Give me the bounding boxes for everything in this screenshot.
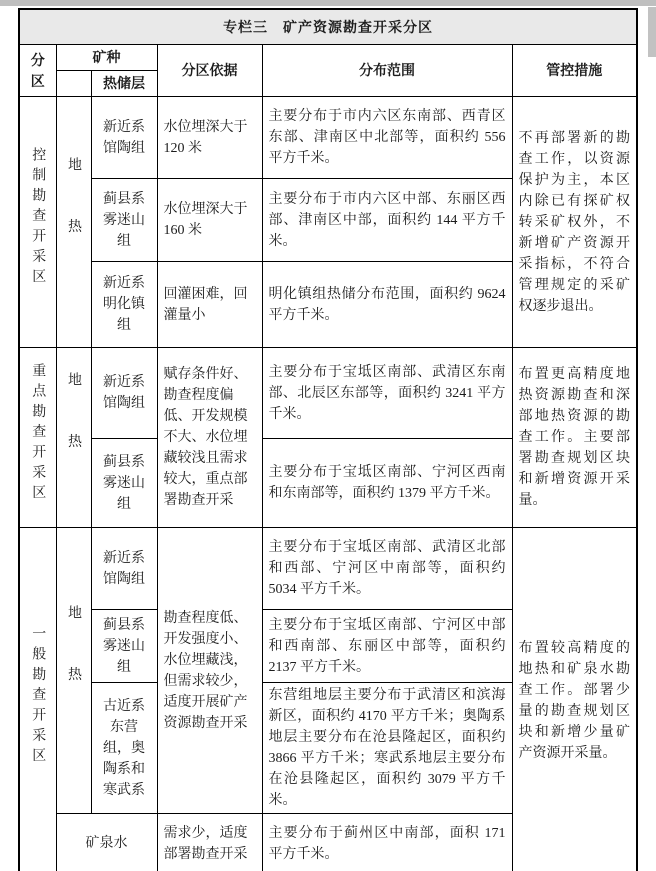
zone-cell-key (19, 348, 56, 528)
header-mineral: 矿种 (56, 45, 157, 71)
range-cell: 主要分布于宝坻区南部、武清区东南部、北辰区东部等，面积约 3241 平方千米。 (262, 348, 512, 439)
reservoir-cell: 新近系馆陶组 (91, 528, 157, 610)
range-cell: 主要分布于市内六区东南部、西青区东部、津南区中北部等，面积约 556 平方千米。 (262, 97, 512, 179)
measures-cell-general: 布置较高精度的地热和矿泉水勘查工作。部署少量的勘查规划区块和新增少量矿产资源开采量。 (512, 528, 637, 871)
range-cell: 主要分布于宝坻区南部、武清区北部和西部、宁河区中南部等，面积约 5034 平方千米。 (262, 528, 512, 610)
zone-label: 控制勘查开采区 (30, 147, 46, 290)
header-reservoir: 热储层 (91, 71, 157, 97)
range-cell: 主要分布于宝坻区南部、宁河区中部和西南部、东丽区中部等，面积约 2137 平方千米。 (262, 610, 512, 683)
mineral-water-cell: 矿泉水 (56, 814, 157, 871)
range-cell: 东营组地层主要分布于武清区和滨海新区，面积约 4170 平方千米；奥陶系地层主要分布在沧县隆起区，面积约 3866 平方千米；寒武系地层主要分布在沧县隆起区，面积约 3079 平方千米。 (262, 683, 512, 814)
zone-label: 重点勘查开采区 (30, 362, 46, 506)
mineral-label: 地热 (66, 372, 81, 496)
header-zone: 分区 (19, 45, 56, 97)
range-cell: 主要分布于宝坻区南部、宁河区西南和东南部等，面积约 1379 平方千米。 (262, 439, 512, 528)
basis-cell-mineral-water: 需求少，适度部署勘查开采 (157, 814, 262, 871)
basis-cell-general: 勘查程度低、开发强度小、水位埋藏浅，但需求较少，适度开展矿产资源勘查开采 (157, 528, 262, 814)
header-measures: 管控措施 (512, 45, 637, 97)
zone-cell-control (19, 97, 56, 348)
table-title: 专栏三 矿产资源勘查开采分区 (19, 9, 637, 45)
reservoir-cell: 蓟县系雾迷山组 (91, 439, 157, 528)
mineral-label: 地热 (66, 605, 81, 729)
viewer-top-edge (0, 0, 656, 6)
mineral-cell-geothermal-3 (56, 528, 91, 814)
scrollbar-thumb[interactable] (648, 7, 656, 57)
header-range: 分布范围 (262, 45, 512, 97)
range-cell: 明化镇组热储分布范围，面积约 9624 平方千米。 (262, 262, 512, 348)
range-cell-mineral-water: 主要分布于蓟州区中南部，面积 171 平方千米。 (262, 814, 512, 871)
mineral-cell-geothermal-1 (56, 97, 91, 348)
basis-cell-key: 赋存条件好、勘查程度偏低、开发规模不大、水位埋藏较浅且需求较大，重点部署勘查开采 (157, 348, 262, 528)
reservoir-cell: 新近系馆陶组 (91, 348, 157, 439)
measures-cell-control: 不再部署新的勘查工作，以资源保护为主，本区内除已有探矿权转采矿权外，不新增矿产资源开采指标，不符合管理规定的采矿权逐步退出。 (512, 97, 637, 348)
reservoir-cell: 新近系馆陶组 (91, 97, 157, 179)
reservoir-cell: 古近系东营组，奥陶系和寒武系 (91, 683, 157, 814)
zone-label: 一般勘查开采区 (30, 626, 46, 769)
header-mineral-sub-empty (56, 71, 91, 97)
basis-cell: 回灌困难，回灌量小 (157, 262, 262, 348)
mineral-zoning-table (18, 8, 638, 871)
reservoir-cell: 新近系明化镇组 (91, 262, 157, 348)
zone-cell-general (19, 528, 56, 871)
range-cell: 主要分布于市内六区中部、东丽区西部、津南区中部，面积约 144 平方千米。 (262, 179, 512, 262)
mineral-cell-geothermal-2 (56, 348, 91, 528)
header-basis: 分区依据 (157, 45, 262, 97)
basis-cell: 水位埋深大于 160 米 (157, 179, 262, 262)
mineral-label: 地热 (66, 156, 81, 281)
measures-cell-key: 布置更高精度地热资源勘查和深部地热资源的勘查工作。主要部署勘查规划区块和新增资源开采量。 (512, 348, 637, 528)
reservoir-cell: 蓟县系雾迷山组 (91, 610, 157, 683)
reservoir-cell: 蓟县系雾迷山组 (91, 179, 157, 262)
basis-cell: 水位埋深大于 120 米 (157, 97, 262, 179)
